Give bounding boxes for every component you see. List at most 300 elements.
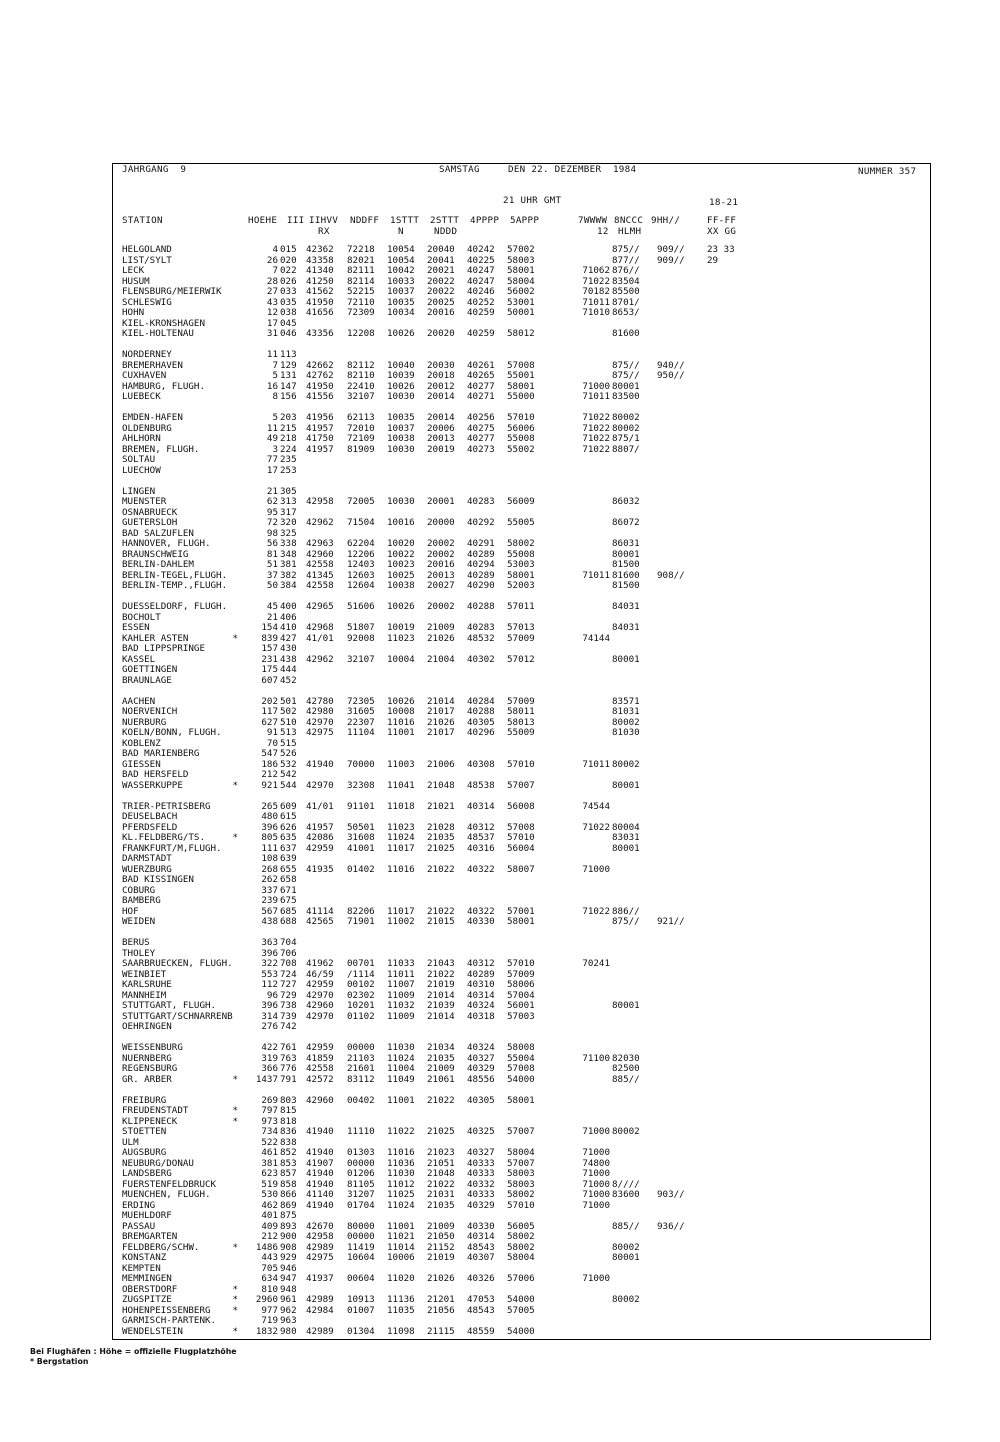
station-name: FLENSBURG/MEIERWIK [122, 286, 222, 297]
group-5appp: 57010 [507, 1199, 535, 1211]
group-1sttt: 10020 [387, 538, 415, 549]
station-height: 422 [261, 1042, 278, 1053]
station-index: 320 [280, 517, 297, 528]
station-name: BERLIN-TEGEL,FLUGH. [122, 569, 228, 581]
station-name: KOBLENZ [122, 737, 161, 749]
station-height: 1437 [255, 1073, 278, 1085]
group-7wwww: 71022 [582, 821, 610, 833]
group-4pppp: 40310 [467, 979, 495, 990]
mountain-marker: * [232, 779, 238, 791]
group-7wwww: 71000 [582, 1147, 610, 1158]
group-iihvv: 41140 [306, 1189, 334, 1200]
mountain-marker: * [232, 1073, 238, 1085]
group-iihvv: 41950 [306, 296, 334, 308]
group-5appp: 52003 [507, 580, 535, 591]
station-index: 382 [280, 569, 297, 581]
station-name: SCHLESWIG [122, 296, 172, 308]
station-index: 875 [280, 1210, 297, 1221]
station-height: 77 [266, 454, 278, 465]
group-spacer [122, 791, 922, 802]
right-border [930, 163, 931, 1340]
station-height: 262 [261, 874, 278, 885]
group-iihvv: 42970 [306, 779, 334, 791]
group-5appp: 58001 [507, 569, 535, 581]
station-height: 462 [261, 1199, 278, 1211]
station-name: LUEBECK [122, 391, 161, 402]
station-height: 31 [266, 328, 278, 339]
station-height: 45 [266, 601, 278, 612]
station-height: 8 [272, 391, 278, 402]
station-name: REGENSBURG [122, 1063, 178, 1074]
station-height: 70 [266, 737, 278, 749]
group-5appp: 58004 [507, 1147, 535, 1158]
col-nddff: NDDFF [350, 215, 380, 226]
station-height: 607 [261, 674, 278, 686]
station-height: 98 [266, 527, 278, 539]
group-ff: 23 33 [707, 244, 735, 255]
station-row [122, 707, 922, 718]
station-index: 235 [280, 454, 297, 465]
station-index: 515 [280, 737, 297, 749]
group-nddff: 62113 [347, 412, 375, 423]
station-height: 977 [261, 1304, 278, 1316]
station-index: 947 [280, 1273, 297, 1284]
group-5appp: 57009 [507, 632, 535, 644]
station-height: 108 [261, 853, 278, 864]
station-row [122, 896, 922, 907]
station-index: 544 [280, 779, 297, 791]
station-name: BERLIN-TEMP.,FLUGH. [122, 580, 228, 591]
station-name: HANNOVER, FLUGH. [122, 538, 211, 549]
group-nddff: 72010 [347, 422, 375, 434]
station-name: BAD SALZUFLEN [122, 527, 194, 539]
group-1sttt: 11009 [387, 989, 415, 1001]
station-height: 396 [261, 1000, 278, 1011]
station-row [122, 308, 922, 319]
group-5appp: 57001 [507, 905, 535, 917]
station-index: 033 [280, 286, 297, 297]
group-5appp: 57007 [507, 1157, 535, 1169]
group-4pppp: 40283 [467, 496, 495, 507]
station-name: MEMMINGEN [122, 1273, 172, 1284]
group-5appp: 55008 [507, 548, 535, 560]
group-iihvv: 41556 [306, 391, 334, 402]
group-1sttt: 11036 [387, 1157, 415, 1169]
group-1sttt: 11007 [387, 979, 415, 990]
station-name: KLIPPENECK [122, 1115, 178, 1127]
group-5appp: 55004 [507, 1052, 535, 1064]
group-2sttt: 21009 [427, 1063, 455, 1074]
group-iihvv: 42970 [306, 1010, 334, 1022]
group-nddff: 80000 [347, 1220, 375, 1232]
station-height: 27 [266, 286, 278, 297]
group-1sttt: 11001 [387, 727, 415, 738]
group-5appp: 57012 [507, 653, 535, 665]
group-2sttt: 21014 [427, 989, 455, 1001]
group-1sttt: 11018 [387, 800, 415, 812]
group-7wwww: 71000 [582, 1189, 610, 1200]
group-7wwww: 71010 [582, 307, 610, 318]
station-index: 671 [280, 884, 297, 896]
col-5appp: 5APPP [510, 215, 540, 226]
group-iihvv: 41940 [306, 1199, 334, 1211]
group-nddff: 01304 [347, 1325, 375, 1337]
station-name: THOLEY [122, 947, 156, 959]
group-nddff: 00701 [347, 958, 375, 969]
group-2sttt: 21035 [427, 1052, 455, 1064]
group-4pppp: 48543 [467, 1241, 495, 1253]
station-name: HUSUM [122, 275, 150, 287]
station-row [122, 1043, 922, 1054]
station-name: OEHRINGEN [122, 1021, 172, 1032]
station-index: 626 [280, 821, 297, 833]
group-iihvv: 42362 [306, 244, 334, 255]
station-index: 224 [280, 443, 297, 455]
group-5appp: 55008 [507, 433, 535, 444]
station-height: 734 [261, 1126, 278, 1137]
group-1sttt: 11032 [387, 1000, 415, 1011]
group-8nccc: 81600 [612, 328, 640, 339]
station-table [122, 245, 922, 1337]
group-iihvv: 42958 [306, 1231, 334, 1242]
station-row [122, 1012, 922, 1023]
group-4pppp: 40314 [467, 989, 495, 1001]
station-height: 268 [261, 863, 278, 875]
group-4pppp: 40283 [467, 622, 495, 633]
group-nddff: 10201 [347, 1000, 375, 1011]
station-row [122, 623, 922, 634]
station-height: 3 [272, 443, 278, 455]
station-height: 443 [261, 1252, 278, 1263]
station-name: GUETERSLOH [122, 517, 178, 528]
group-2sttt: 21006 [427, 758, 455, 770]
group-2sttt: 21019 [427, 979, 455, 990]
group-1sttt: 10026 [387, 380, 415, 392]
group-nddff: 81105 [347, 1178, 375, 1190]
group-iihvv: 42558 [306, 580, 334, 591]
station-height: 95 [266, 506, 278, 518]
group-nddff: 50501 [347, 821, 375, 833]
group-2sttt: 21025 [427, 1126, 455, 1137]
station-height: 50 [266, 580, 278, 591]
group-8nccc: 83600 [612, 1189, 640, 1200]
station-index: 502 [280, 706, 297, 717]
group-2sttt: 21050 [427, 1231, 455, 1242]
station-name: KIEL-HOLTENAU [122, 328, 194, 339]
group-nddff: 00102 [347, 979, 375, 990]
station-row [122, 854, 922, 865]
group-4pppp: 40288 [467, 706, 495, 717]
mountain-marker: * [232, 1283, 238, 1295]
group-5appp: 57008 [507, 821, 535, 833]
station-row [122, 1106, 922, 1117]
station-row [122, 917, 922, 928]
group-nddff: 32107 [347, 391, 375, 402]
group-5appp: 57003 [507, 1010, 535, 1022]
group-nddff: 00402 [347, 1094, 375, 1106]
group-4pppp: 40292 [467, 517, 495, 528]
station-index: 609 [280, 800, 297, 812]
station-index: 852 [280, 1147, 297, 1158]
group-iihvv: 42970 [306, 716, 334, 728]
station-index: 035 [280, 296, 297, 308]
group-8nccc: 80002 [612, 716, 640, 728]
station-index: 948 [280, 1283, 297, 1295]
group-nddff: /1114 [347, 968, 375, 980]
group-1sttt: 10030 [387, 391, 415, 402]
station-name: GARMISCH-PARTENK. [122, 1315, 217, 1326]
station-index: 685 [280, 905, 297, 917]
left-border [112, 163, 113, 1340]
group-iihvv: 43358 [306, 254, 334, 266]
group-iihvv: 42960 [306, 1094, 334, 1106]
station-height: 157 [261, 643, 278, 654]
group-1sttt: 10054 [387, 254, 415, 266]
group-8nccc: 80001 [612, 842, 640, 854]
group-2sttt: 21026 [427, 716, 455, 728]
station-row [122, 833, 922, 844]
station-row [122, 802, 922, 813]
group-spacer [122, 686, 922, 697]
station-name: FUERSTENFELDBRUCK [122, 1178, 217, 1190]
station-name: BAMBERG [122, 895, 161, 906]
station-name: PASSAU [122, 1220, 156, 1232]
group-8nccc: 875// [612, 916, 640, 927]
group-5appp: 54000 [507, 1073, 535, 1085]
group-8nccc: 86032 [612, 496, 640, 507]
station-index: 026 [280, 275, 297, 287]
station-index: 410 [280, 622, 297, 633]
station-row [122, 760, 922, 771]
group-5appp: 58003 [507, 1178, 535, 1190]
group-1sttt: 10019 [387, 622, 415, 633]
group-8nccc: 8//// [612, 1178, 640, 1190]
group-iihvv: 42975 [306, 727, 334, 738]
station-index: 729 [280, 989, 297, 1001]
group-8nccc: 875// [612, 370, 640, 381]
station-name: SOLTAU [122, 454, 156, 465]
station-name: TRIER-PETRISBERG [122, 800, 211, 812]
observation-time: 21 UHR GMT [503, 195, 562, 206]
group-7wwww: 71000 [582, 380, 610, 392]
station-height: 519 [261, 1178, 278, 1190]
group-2sttt: 20019 [427, 443, 455, 455]
group-nddff: 62204 [347, 538, 375, 549]
station-index: 836 [280, 1126, 297, 1137]
group-1sttt: 11020 [387, 1273, 415, 1284]
station-height: 186 [261, 758, 278, 770]
group-7wwww: 71000 [582, 1126, 610, 1137]
group-2sttt: 21022 [427, 968, 455, 980]
station-row [122, 634, 922, 645]
group-9hh: 909// [657, 254, 685, 266]
station-name: OLDENBURG [122, 422, 172, 434]
group-2sttt: 21022 [427, 863, 455, 875]
group-4pppp: 40252 [467, 296, 495, 308]
station-row [122, 770, 922, 781]
station-name: KARLSRUHE [122, 979, 172, 990]
group-8nccc: 82030 [612, 1052, 640, 1064]
station-name: ZUGSPITZE [122, 1294, 172, 1305]
station-row [122, 844, 922, 855]
group-5appp: 55000 [507, 391, 535, 402]
station-name: NOERVENICH [122, 706, 178, 717]
group-2sttt: 21026 [427, 1273, 455, 1284]
group-2sttt: 21023 [427, 1147, 455, 1158]
group-nddff: 00000 [347, 1042, 375, 1053]
group-iihvv: 42965 [306, 601, 334, 612]
group-5appp: 57005 [507, 1304, 535, 1316]
group-4pppp: 40327 [467, 1052, 495, 1064]
group-nddff: 12603 [347, 569, 375, 581]
group-4pppp: 40246 [467, 286, 495, 297]
station-height: 839 [261, 632, 278, 644]
group-8nccc: 885// [612, 1073, 640, 1085]
group-4pppp: 40290 [467, 580, 495, 591]
station-index: 501 [280, 695, 297, 707]
station-name: FREUDENSTADT [122, 1105, 189, 1116]
station-name: GOETTINGEN [122, 664, 178, 675]
station-row [122, 539, 922, 550]
group-7wwww: 71022 [582, 422, 610, 434]
station-index: 348 [280, 548, 297, 560]
group-4pppp: 40324 [467, 1000, 495, 1011]
station-height: 43 [266, 296, 278, 308]
group-nddff: 01102 [347, 1010, 375, 1022]
group-2sttt: 20022 [427, 275, 455, 287]
group-1sttt: 10008 [387, 706, 415, 717]
group-5appp: 55009 [507, 727, 535, 738]
group-nddff: 83112 [347, 1073, 375, 1085]
group-1sttt: 10006 [387, 1252, 415, 1263]
station-row [122, 602, 922, 613]
group-iihvv: 41/01 [306, 800, 334, 812]
group-2sttt: 21056 [427, 1304, 455, 1316]
station-row [122, 371, 922, 382]
group-5appp: 58011 [507, 706, 535, 717]
station-height: 337 [261, 884, 278, 896]
col-iihvv: IIHVV [309, 215, 339, 226]
station-row [122, 749, 922, 760]
station-row [122, 266, 922, 277]
group-4pppp: 40329 [467, 1063, 495, 1074]
group-2sttt: 20014 [427, 391, 455, 402]
group-iihvv: 42662 [306, 359, 334, 371]
station-index: 961 [280, 1294, 297, 1305]
station-index: 381 [280, 559, 297, 570]
station-name: STUTTGART/SCHNARRENB [122, 1010, 233, 1022]
group-nddff: 01303 [347, 1147, 375, 1158]
group-2sttt: 21017 [427, 727, 455, 738]
group-8nccc: 80001 [612, 1252, 640, 1263]
station-index: 510 [280, 716, 297, 728]
col-ff: FF-FF [707, 215, 737, 226]
group-4pppp: 40277 [467, 380, 495, 392]
station-name: FRANKFURT/M,FLUGH. [122, 842, 222, 854]
group-iihvv: 42558 [306, 1063, 334, 1074]
group-iihvv: 42970 [306, 989, 334, 1001]
station-name: HELGOLAND [122, 244, 172, 255]
group-nddff: 01007 [347, 1304, 375, 1316]
group-5appp: 58004 [507, 275, 535, 287]
group-nddff: 22410 [347, 380, 375, 392]
group-2sttt: 21035 [427, 1199, 455, 1211]
group-1sttt: 10054 [387, 244, 415, 255]
group-5appp: 55001 [507, 370, 535, 381]
station-height: 1486 [255, 1241, 278, 1253]
station-row [122, 1316, 922, 1327]
group-7wwww: 74544 [582, 800, 610, 812]
group-7wwww: 71000 [582, 1199, 610, 1211]
group-4pppp: 40312 [467, 821, 495, 833]
group-2sttt: 21061 [427, 1073, 455, 1085]
group-8nccc: 84031 [612, 601, 640, 612]
group-1sttt: 11023 [387, 821, 415, 833]
station-height: 319 [261, 1052, 278, 1064]
group-8nccc: 83571 [612, 695, 640, 707]
group-iihvv: 41940 [306, 1178, 334, 1190]
group-2sttt: 21048 [427, 1168, 455, 1179]
group-8nccc: 83500 [612, 391, 640, 402]
group-2sttt: 21014 [427, 695, 455, 707]
group-1sttt: 11014 [387, 1241, 415, 1253]
group-4pppp: 47053 [467, 1294, 495, 1305]
group-4pppp: 40289 [467, 968, 495, 980]
group-8nccc: 80001 [612, 548, 640, 560]
station-height: 112 [261, 979, 278, 990]
group-iihvv: 42968 [306, 622, 334, 633]
group-2sttt: 21019 [427, 1252, 455, 1263]
station-height: 81 [266, 548, 278, 560]
group-8nccc: 80002 [612, 1294, 640, 1305]
group-2sttt: 21015 [427, 916, 455, 927]
group-spacer [122, 1085, 922, 1096]
group-7wwww: 70241 [582, 958, 610, 969]
group-2sttt: 20027 [427, 580, 455, 591]
group-2sttt: 21201 [427, 1294, 455, 1305]
station-height: 2960 [255, 1294, 278, 1305]
station-name: AACHEN [122, 695, 156, 707]
group-iihvv: 42958 [306, 496, 334, 507]
station-index: 866 [280, 1189, 297, 1200]
station-row [122, 938, 922, 949]
group-1sttt: 10035 [387, 296, 415, 308]
station-index: 963 [280, 1315, 297, 1326]
station-name: ESSEN [122, 622, 150, 633]
station-name: AHLHORN [122, 433, 161, 444]
group-5appp: 55005 [507, 517, 535, 528]
group-iihvv: 46/59 [306, 968, 334, 980]
station-index: 038 [280, 307, 297, 318]
station-row [122, 1327, 922, 1338]
station-index: 742 [280, 1021, 297, 1032]
group-5appp: 57009 [507, 695, 535, 707]
station-name: LANDSBERG [122, 1168, 172, 1179]
group-iihvv: 41956 [306, 412, 334, 423]
group-nddff: 12604 [347, 580, 375, 591]
group-5appp: 54000 [507, 1325, 535, 1337]
group-7wwww: 71022 [582, 443, 610, 455]
group-5appp: 58001 [507, 380, 535, 392]
group-1sttt: 11024 [387, 1199, 415, 1211]
group-1sttt: 10025 [387, 569, 415, 581]
group-8nccc: 80002 [612, 422, 640, 434]
station-index: 763 [280, 1052, 297, 1064]
group-2sttt: 21025 [427, 842, 455, 854]
station-height: 480 [261, 811, 278, 822]
station-height: 634 [261, 1273, 278, 1284]
station-index: 129 [280, 359, 297, 371]
